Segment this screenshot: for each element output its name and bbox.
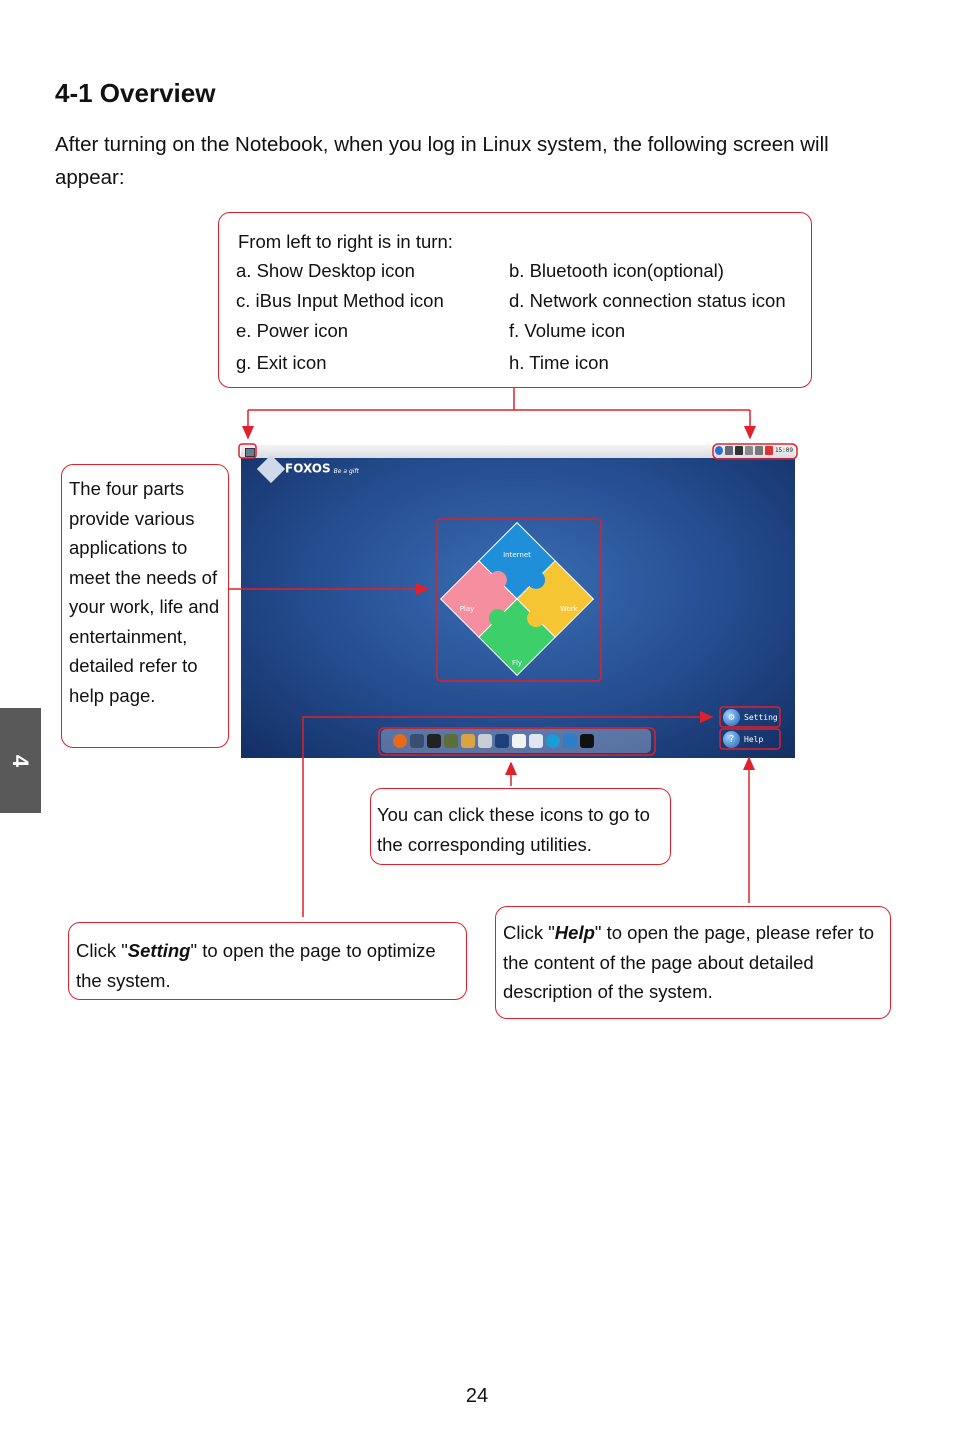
help-highlight — [720, 729, 780, 749]
help-text-suffix: " to open the page, please refer to the content of the page about detailed description of the system. — [503, 922, 875, 1002]
tray-callout-lead: From left to right is in turn: — [238, 231, 453, 252]
page-number: 24 — [465, 1385, 489, 1407]
puzzle-label-play: Play — [459, 605, 475, 613]
gear-icon: ⚙ — [723, 709, 740, 726]
intro-paragraph: After turning on the Notebook, when you log in Linux system, the following screen will appear: — [55, 133, 829, 189]
puzzle-highlight — [437, 519, 601, 681]
setting-text-prefix: Click " — [76, 940, 128, 961]
tray-item-e: e. Power icon — [236, 320, 349, 341]
foxos-tagline: Be a gift — [333, 467, 359, 475]
tray-item-a: a. Show Desktop icon — [236, 260, 415, 281]
help-keyword: Help — [554, 922, 595, 943]
tray-item-c: c. iBus Input Method icon — [236, 290, 444, 311]
dock-highlight — [379, 728, 655, 755]
puzzle-label-work: Work — [560, 605, 578, 613]
tray-item-h: h. Time icon — [509, 352, 609, 373]
tray-highlight — [713, 444, 797, 459]
tray-item-b: b. Bluetooth icon(optional) — [509, 260, 724, 281]
tray-item-d: d. Network connection status icon — [509, 290, 786, 311]
tray-connector — [248, 388, 750, 410]
setting-highlight — [720, 707, 780, 727]
utilities-text: You can click these icons to go to the corresponding utilities. — [377, 804, 650, 855]
help-label: Help — [744, 735, 764, 744]
setting-keyword: Setting — [127, 940, 191, 961]
chapter-tab — [0, 708, 41, 813]
tray-item-f: f. Volume icon — [509, 320, 626, 341]
puzzle-label-fly: Fly — [511, 659, 523, 667]
foxos-logo-text: FOXOS — [285, 461, 331, 476]
setting-text-suffix: " to open the page to optimize the system. — [76, 940, 436, 991]
help-text-prefix: Click " — [503, 922, 555, 943]
show-desktop-highlight — [239, 444, 256, 458]
puzzle-label-internet: Internet — [503, 551, 531, 559]
setting-label: Setting — [744, 713, 778, 722]
chapter-number: 4 — [8, 754, 34, 767]
time-icon[interactable]: 15:09 — [774, 447, 793, 454]
help-icon: ? — [723, 731, 740, 748]
tray-item-g: g. Exit icon — [236, 352, 327, 373]
four-parts-text: The four parts provide various applications to meet the needs of your work, life and entertainment, detailed refer to help page. — [69, 478, 220, 706]
section-heading: 4-1 Overview — [55, 78, 216, 108]
setting-arrow — [303, 717, 712, 917]
